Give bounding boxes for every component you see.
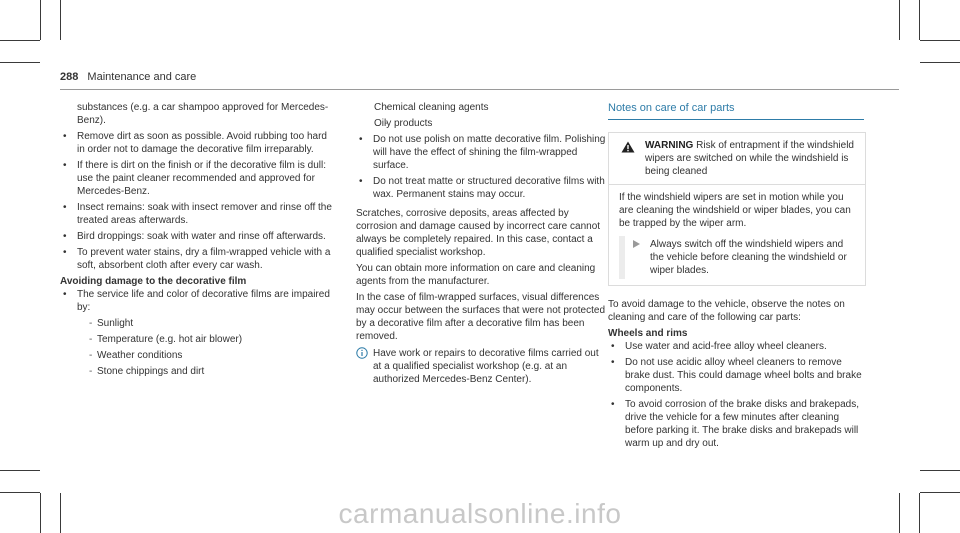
list-item: • Do not use acidic alloy wheel cleaners to remove brake dust. This could damage wheel bolts and brake components. — [608, 356, 866, 395]
crop-mark — [920, 492, 960, 493]
list-item: • Insect remains: soak with insect remover and rinse off the treated areas afterwards. — [60, 201, 332, 227]
column-middle — [356, 101, 606, 386]
warning-text: If the windshield wipers are set in motion while you are cleaning the windshield or wiper blades, you can be trapped by the wiper arm. — [619, 192, 851, 229]
warning-header — [609, 133, 865, 184]
section-title: Notes on care of car parts — [608, 102, 735, 114]
crop-mark — [920, 470, 960, 471]
warning-action — [619, 238, 855, 277]
dash-item: - Weather conditions — [60, 349, 332, 362]
page-header — [60, 71, 196, 83]
list-item: • Use water and acid-free alloy wheel cleaners. — [608, 340, 866, 353]
paragraph: Scratches, corrosive deposits, areas affected by corrosion and damage caused by incorrect care cannot always be completely repaired. In this case, contact a qualified specialist workshop. — [356, 208, 601, 258]
crop-mark — [920, 40, 960, 41]
column-left — [60, 101, 332, 381]
info-icon — [356, 347, 368, 359]
crop-mark — [0, 492, 40, 493]
list-item: • To prevent water stains, dry a film-wrapped vehicle with a soft, absorbent cloth after every car wash. — [60, 246, 332, 272]
dash-item: - Stone chippings and dirt — [60, 365, 332, 378]
info-note — [356, 347, 606, 386]
crop-mark — [919, 0, 920, 40]
dash-item: - Sunlight — [60, 317, 332, 330]
header-divider — [60, 89, 899, 90]
dash-item: - Chemical cleaning agents — [356, 101, 606, 114]
continued-paragraph: substances (e.g. a car shampoo approved for Mercedes-Benz). — [77, 102, 329, 126]
crop-mark — [899, 0, 900, 40]
note-text: Have work or repairs to decorative films carried out at a qualified specialist workshop (e.g. at an authorized Mercedes-Benz Center). — [373, 348, 599, 385]
section-divider — [608, 119, 864, 120]
action-arrow-icon — [633, 240, 640, 248]
list-item: • Do not treat matte or structured decorative films with wax. Permanent stains may occur. — [356, 175, 606, 201]
action-bar — [619, 236, 625, 279]
crop-mark — [60, 0, 61, 40]
crop-mark — [40, 0, 41, 40]
dash-item: - Temperature (e.g. hot air blower) — [60, 333, 332, 346]
warning-body — [609, 184, 865, 285]
column-right — [608, 101, 866, 453]
subheading-wheels: Wheels and rims — [608, 328, 688, 339]
list-item: • The service life and color of decorative films are impaired by: — [60, 288, 332, 314]
subheading-decorative-film: Avoiding damage to the decorative film — [60, 276, 247, 287]
paragraph: In the case of film-wrapped surfaces, visual differences may occur between the surfaces that were not protected by a decorative film after a decorative film has been removed. — [356, 292, 606, 342]
warning-triangle-icon — [621, 141, 635, 153]
warning-label: WARNING — [645, 140, 694, 151]
warning-box — [608, 132, 866, 286]
warning-headline: Risk of entrapment if the windshield wipers are switched on while the windshield is being cleaned — [645, 140, 854, 177]
crop-mark — [0, 62, 40, 63]
list-item: • Bird droppings: soak with water and rinse off afterwards. — [60, 230, 332, 243]
list-item: • To avoid corrosion of the brake disks and brakepads, drive the vehicle for a few minutes after cleaning before parking it. The brake disks and brakepads will warm up and dry out. — [608, 398, 866, 450]
paragraph: You can obtain more information on care and cleaning agents from the manufacturer. — [356, 263, 596, 287]
dash-item: - Oily products — [356, 117, 606, 130]
list-item: • If there is dirt on the finish or if the decorative film is dull: use the paint cleaner recommended and approved for Mercedes-Benz. — [60, 159, 332, 198]
list-item: • Remove dirt as soon as possible. Avoid rubbing too hard in order not to damage the decorative film irreparably. — [60, 130, 332, 156]
crop-mark — [920, 62, 960, 63]
intro-paragraph: To avoid damage to the vehicle, observe the notes on cleaning and care of the following car parts: — [608, 299, 845, 323]
crop-mark — [0, 40, 40, 41]
list-item: • Do not use polish on matte decorative film. Polishing will have the effect of shining the film-wrapped surface. — [356, 133, 606, 172]
action-text: Always switch off the windshield wipers and the vehicle before cleaning the windshield or wiper blades. — [650, 239, 847, 276]
watermark: carmanualsonline.info — [338, 498, 622, 529]
page-number: 288 — [60, 71, 79, 83]
page-header-title: Maintenance and care — [87, 71, 197, 83]
crop-mark — [0, 470, 40, 471]
